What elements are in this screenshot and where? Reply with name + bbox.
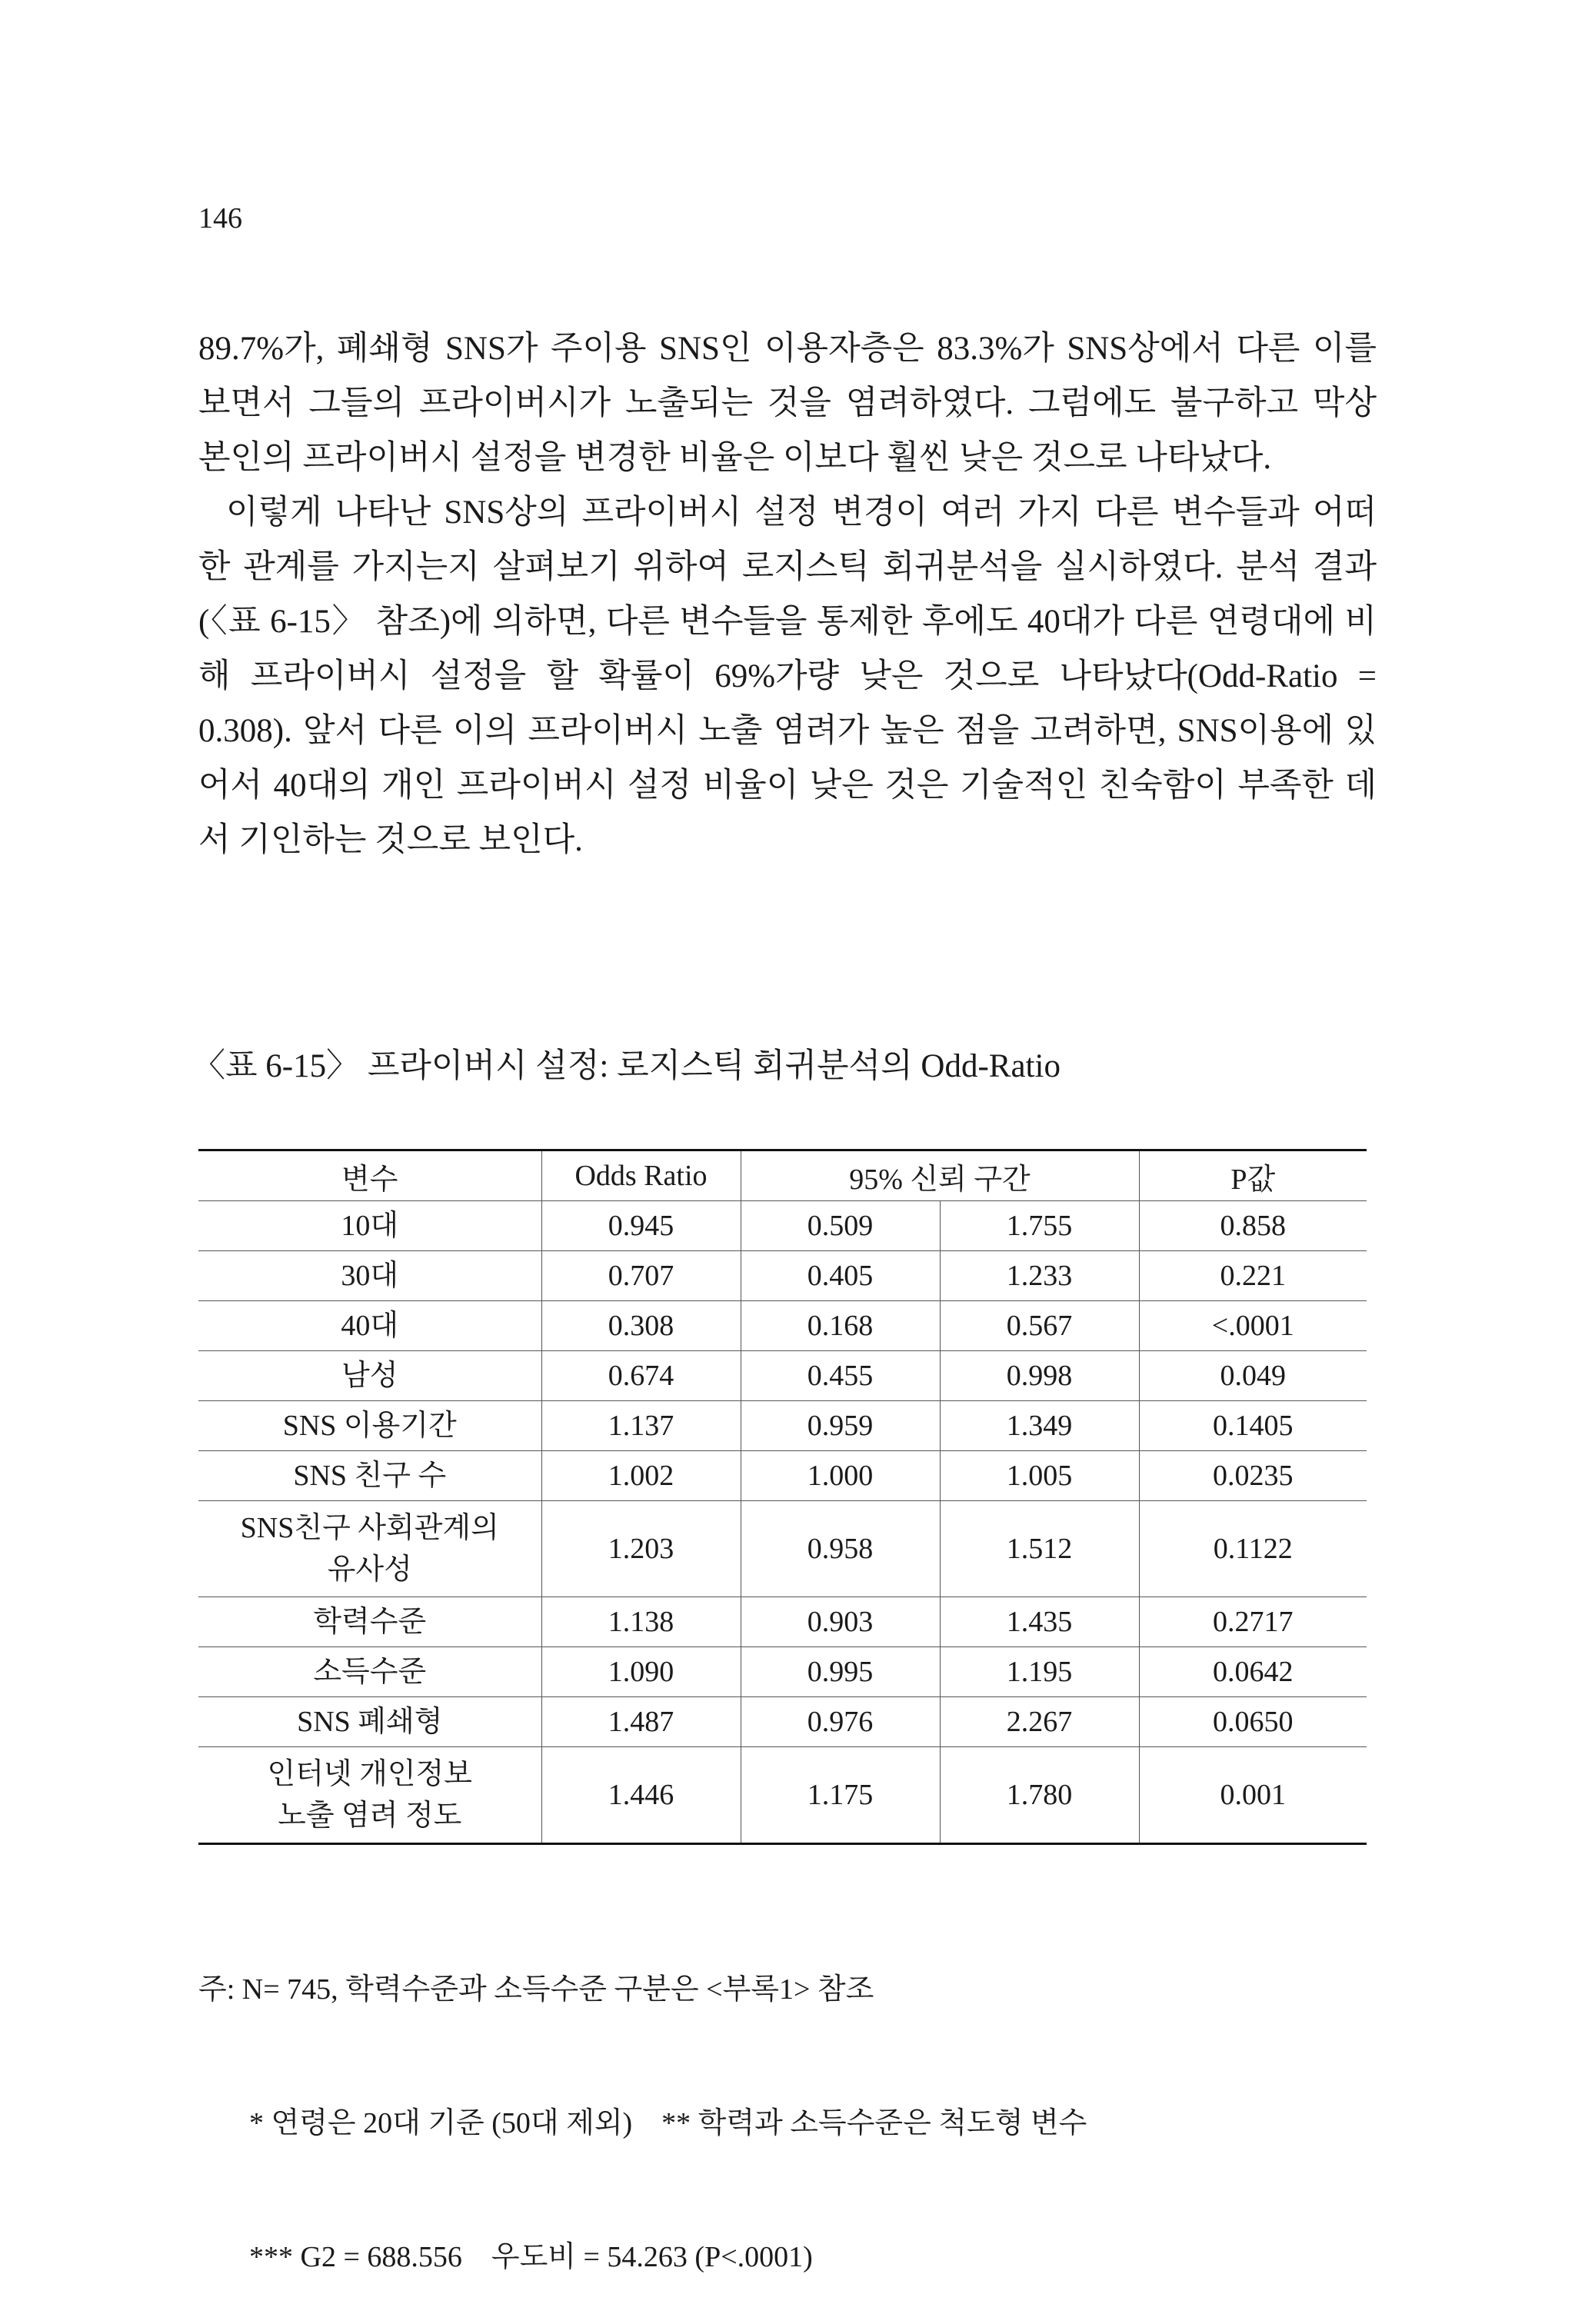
variable-label-line: 소득수준 bbox=[313, 1656, 427, 1688]
body-text bbox=[198, 321, 1377, 867]
table-row bbox=[198, 1501, 1367, 1597]
table-row bbox=[198, 1301, 1367, 1351]
header-odds-ratio: Odds Ratio bbox=[541, 1150, 741, 1201]
table-header-row bbox=[198, 1150, 1367, 1201]
table-row bbox=[198, 1351, 1367, 1401]
cell-variable bbox=[198, 1401, 541, 1451]
cell-p-value: 0.1405 bbox=[1139, 1401, 1367, 1451]
table-row bbox=[198, 1747, 1367, 1844]
cell-odds-ratio: 0.308 bbox=[541, 1301, 741, 1351]
cell-ci-lower: 0.976 bbox=[741, 1697, 940, 1747]
cell-ci-lower: 0.168 bbox=[741, 1301, 940, 1351]
cell-variable bbox=[198, 1597, 541, 1647]
page-number: 146 bbox=[198, 202, 242, 235]
cell-variable bbox=[198, 1501, 541, 1597]
cell-p-value: 0.0235 bbox=[1139, 1451, 1367, 1501]
cell-variable bbox=[198, 1251, 541, 1301]
cell-ci-lower: 0.995 bbox=[741, 1647, 940, 1697]
variable-label-line: 30대 bbox=[341, 1260, 399, 1292]
variable-label-line: 학력수준 bbox=[313, 1606, 427, 1638]
table-row bbox=[198, 1647, 1367, 1697]
table-row bbox=[198, 1451, 1367, 1501]
table-row bbox=[198, 1597, 1367, 1647]
paragraph-2 bbox=[198, 485, 1377, 867]
variable-label-line: SNS친구 사회관계의 bbox=[240, 1512, 499, 1544]
text-line: 한 관계를 가지는지 살펴보기 위하여 로지스틱 회귀분석을 실시하였다. 분석 결과 bbox=[198, 549, 1377, 585]
table-row bbox=[198, 1201, 1367, 1251]
cell-odds-ratio: 1.446 bbox=[541, 1747, 741, 1844]
text-line: 0.308). 앞서 다른 이의 프라이버시 노출 염려가 높은 점을 고려하면, SNS이용에 있 bbox=[198, 713, 1377, 749]
cell-p-value: 0.2717 bbox=[1139, 1597, 1367, 1647]
cell-ci-lower: 1.175 bbox=[741, 1747, 940, 1844]
note-line: 주: N= 745, 학력수준과 소득수준 구분은 <부록1> 참조 bbox=[198, 1973, 874, 2006]
table-row bbox=[198, 1697, 1367, 1747]
variable-label-line: 인터넷 개인정보 bbox=[267, 1758, 472, 1790]
cell-variable bbox=[198, 1451, 541, 1501]
variable-label-line: 유사성 bbox=[327, 1553, 412, 1586]
cell-ci-upper: 0.998 bbox=[940, 1351, 1139, 1401]
variable-label-line: 10대 bbox=[341, 1210, 399, 1242]
cell-p-value: 0.001 bbox=[1139, 1747, 1367, 1844]
cell-variable bbox=[198, 1747, 541, 1844]
cell-ci-upper: 1.195 bbox=[940, 1647, 1139, 1697]
table-row bbox=[198, 1251, 1367, 1301]
cell-p-value: 0.221 bbox=[1139, 1251, 1367, 1301]
table-caption: 〈표 6-15〉 프라이버시 설정: 로지스틱 회귀분석의 Odd-Ratio bbox=[192, 1048, 1061, 1084]
table-row bbox=[198, 1401, 1367, 1451]
variable-label-line: SNS 폐쇄형 bbox=[297, 1706, 443, 1738]
cell-variable bbox=[198, 1201, 541, 1251]
cell-variable bbox=[198, 1697, 541, 1747]
cell-ci-upper: 1.755 bbox=[940, 1201, 1139, 1251]
variable-label-line: 40대 bbox=[341, 1310, 399, 1342]
cell-ci-lower: 0.509 bbox=[741, 1201, 940, 1251]
variable-label-line: 노출 염려 정도 bbox=[278, 1800, 462, 1832]
cell-ci-upper: 2.267 bbox=[940, 1697, 1139, 1747]
cell-variable bbox=[198, 1647, 541, 1697]
cell-p-value: 0.0642 bbox=[1139, 1647, 1367, 1697]
cell-odds-ratio: 1.137 bbox=[541, 1401, 741, 1451]
text-line: 본인의 프라이버시 설정을 변경한 비율은 이보다 훨씬 낮은 것으로 나타났다. bbox=[198, 440, 1272, 476]
cell-ci-lower: 0.959 bbox=[741, 1401, 940, 1451]
cell-odds-ratio: 1.487 bbox=[541, 1697, 741, 1747]
variable-label-line: SNS 이용기간 bbox=[282, 1410, 457, 1442]
cell-odds-ratio: 0.674 bbox=[541, 1351, 741, 1401]
cell-ci-upper: 1.780 bbox=[940, 1747, 1139, 1844]
cell-ci-upper: 1.233 bbox=[940, 1251, 1139, 1301]
text-line: 보면서 그들의 프라이버시가 노출되는 것을 염려하였다. 그럼에도 불구하고 막상 bbox=[198, 385, 1377, 421]
cell-odds-ratio: 1.002 bbox=[541, 1451, 741, 1501]
cell-odds-ratio: 0.945 bbox=[541, 1201, 741, 1251]
paragraph-1 bbox=[198, 321, 1377, 485]
text-line: 해 프라이버시 설정을 할 확률이 69%가량 낮은 것으로 나타났다(Odd-Ratio = bbox=[198, 658, 1377, 694]
cell-ci-lower: 0.455 bbox=[741, 1351, 940, 1401]
cell-odds-ratio: 0.707 bbox=[541, 1251, 741, 1301]
text-line: 어서 40대의 개인 프라이버시 설정 비율이 낮은 것은 기술적인 친숙함이 부족한 데 bbox=[198, 767, 1377, 804]
cell-variable bbox=[198, 1351, 541, 1401]
cell-p-value: 0.1122 bbox=[1139, 1501, 1367, 1597]
cell-ci-upper: 1.005 bbox=[940, 1451, 1139, 1501]
header-confidence-interval: 95% 신뢰 구간 bbox=[741, 1150, 1139, 1201]
note-line: * 연령은 20대 기준 (50대 제외) ** 학력과 소득수준은 척도형 변수 bbox=[249, 2107, 1087, 2139]
cell-ci-lower: 0.903 bbox=[741, 1597, 940, 1647]
cell-p-value: 0.049 bbox=[1139, 1351, 1367, 1401]
text-line: 이렇게 나타난 SNS상의 프라이버시 설정 변경이 여러 가지 다른 변수들과 어떠 bbox=[226, 494, 1377, 531]
table-body bbox=[198, 1201, 1367, 1844]
text-line: (〈표 6-15〉 참조)에 의하면, 다른 변수들을 통제한 후에도 40대가 다른 연령대에 비 bbox=[198, 604, 1377, 640]
table-notes bbox=[198, 1878, 1087, 2324]
variable-label-line: SNS 친구 수 bbox=[293, 1460, 447, 1492]
cell-ci-upper: 1.435 bbox=[940, 1597, 1139, 1647]
cell-p-value: 0.0650 bbox=[1139, 1697, 1367, 1747]
cell-ci-upper: 1.349 bbox=[940, 1401, 1139, 1451]
text-line: 서 기인하는 것으로 보인다. bbox=[198, 822, 583, 858]
cell-ci-lower: 1.000 bbox=[741, 1451, 940, 1501]
cell-ci-upper: 1.512 bbox=[940, 1501, 1139, 1597]
cell-odds-ratio: 1.090 bbox=[541, 1647, 741, 1697]
note-line: *** G2 = 688.556 우도비 = 54.263 (P<.0001) bbox=[249, 2241, 813, 2273]
cell-odds-ratio: 1.138 bbox=[541, 1597, 741, 1647]
cell-ci-lower: 0.958 bbox=[741, 1501, 940, 1597]
header-variable: 변수 bbox=[198, 1150, 541, 1201]
header-p-value: P값 bbox=[1139, 1150, 1367, 1201]
cell-ci-upper: 0.567 bbox=[940, 1301, 1139, 1351]
cell-variable bbox=[198, 1301, 541, 1351]
cell-odds-ratio: 1.203 bbox=[541, 1501, 741, 1597]
text-line: 89.7%가, 폐쇄형 SNS가 주이용 SNS인 이용자층은 83.3%가 SNS상에서 다른 이를 bbox=[198, 331, 1377, 367]
odds-ratio-table bbox=[198, 1149, 1367, 1845]
cell-p-value: 0.858 bbox=[1139, 1201, 1367, 1251]
variable-label-line: 남성 bbox=[341, 1360, 398, 1392]
cell-ci-lower: 0.405 bbox=[741, 1251, 940, 1301]
cell-p-value: <.0001 bbox=[1139, 1301, 1367, 1351]
